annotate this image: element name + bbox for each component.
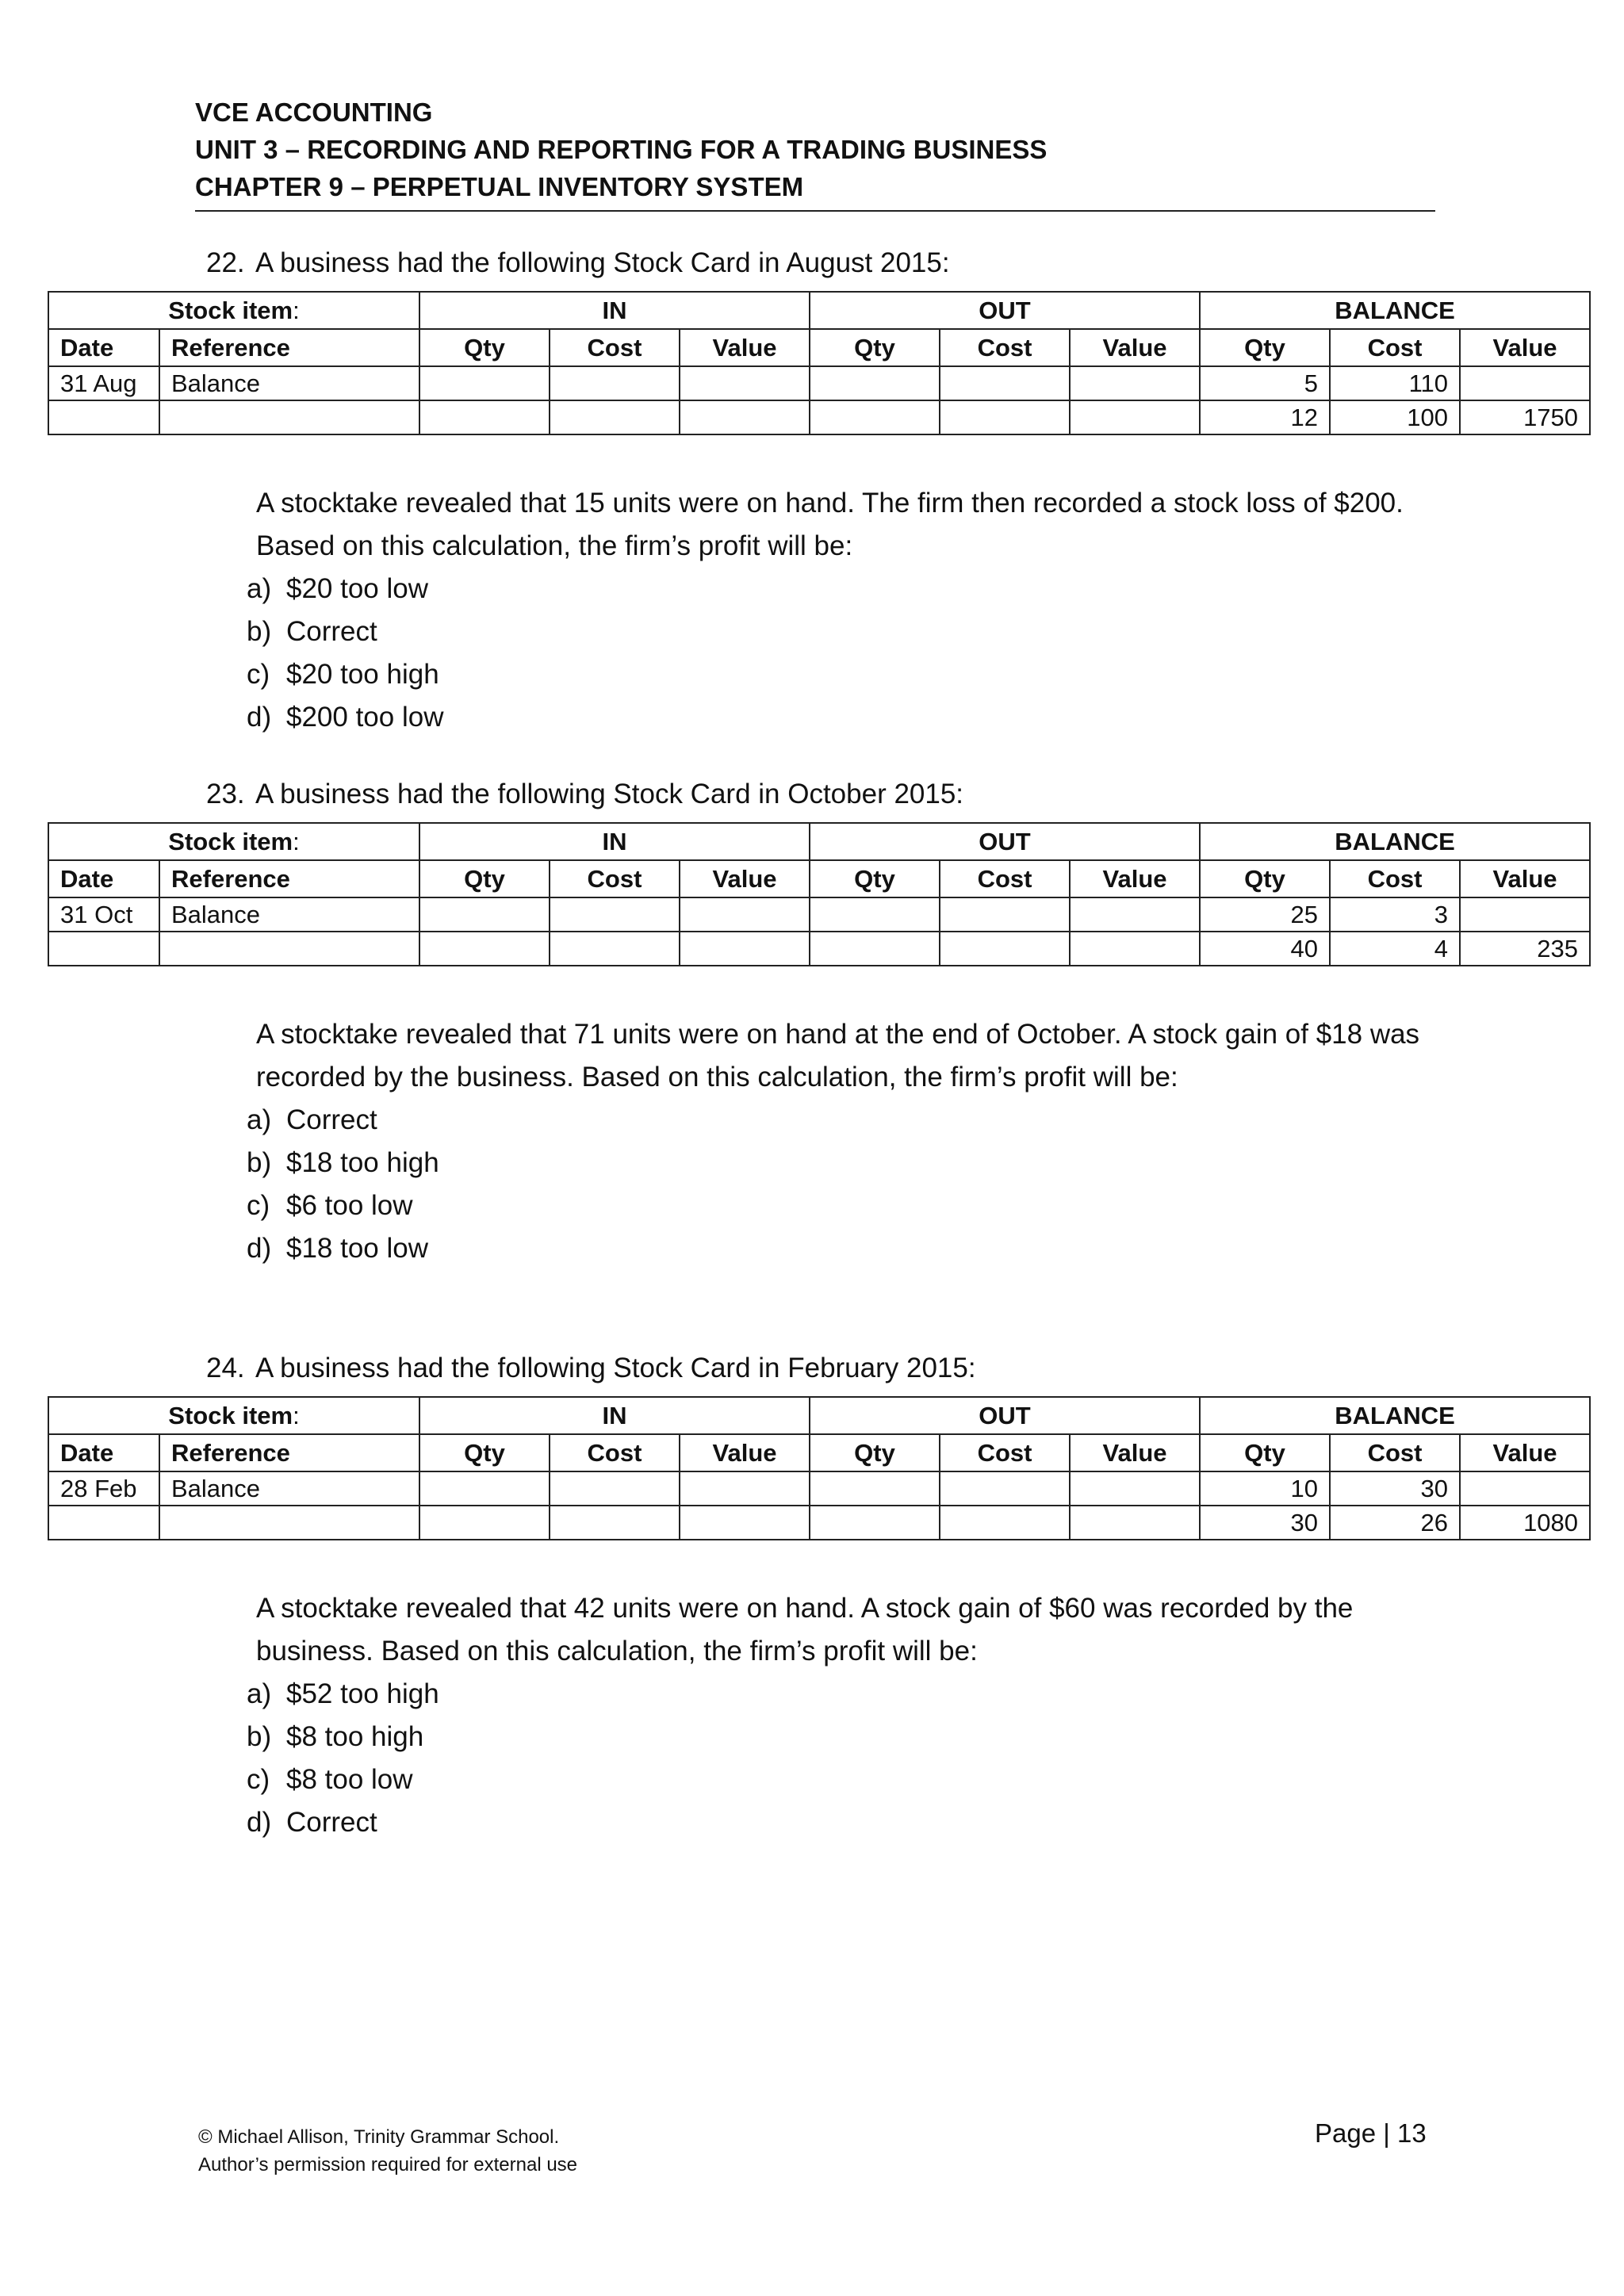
out-header: OUT [810,823,1200,860]
balance-qty-header: Qty [1200,329,1330,366]
balance-cost-header: Cost [1330,860,1460,897]
in-value-header: Value [680,329,810,366]
question-heading-text: A business had the following Stock Card in February 2015: [255,1353,976,1383]
out-cost-header: Cost [940,860,1070,897]
out-value-header: Value [1070,329,1200,366]
balance-value-cell: 1080 [1460,1506,1590,1540]
answer-option-a: a) Correct [247,1104,377,1135]
question-body [247,1013,1525,1270]
date-header: Date [48,329,159,366]
out-qty-header: Qty [810,329,940,366]
balance-value-cell [1460,366,1590,400]
balance-cost-header: Cost [1330,329,1460,366]
balance-qty-cell: 5 [1200,366,1330,400]
out-header: OUT [810,292,1200,329]
answer-option-b: b) $8 too high [247,1721,424,1752]
balance-cost-cell: 30 [1330,1471,1460,1506]
balance-qty-header: Qty [1200,1434,1330,1471]
reference-cell: Balance [159,897,419,932]
balance-cost-cell: 4 [1330,932,1460,966]
question-body [247,482,1525,739]
question-heading [206,247,950,279]
balance-header: BALANCE [1200,292,1590,329]
out-qty-header: Qty [810,1434,940,1471]
table-row [48,932,1590,966]
out-qty-header: Qty [810,860,940,897]
balance-value-header: Value [1460,329,1590,366]
stock-card-table [48,291,1591,435]
balance-cost-cell: 26 [1330,1506,1460,1540]
question-text-line: A stocktake revealed that 15 units were on hand. The firm then recorded a stock loss of $200. [256,488,1404,519]
table-row [48,1471,1590,1506]
in-header: IN [419,292,810,329]
in-qty-header: Qty [419,1434,550,1471]
date-header: Date [48,1434,159,1471]
question-heading-text: A business had the following Stock Card in August 2015: [255,247,950,278]
answer-option-a: a) $52 too high [247,1678,439,1709]
in-header: IN [419,823,810,860]
table-row [48,1506,1590,1540]
copyright-notice: © Michael Allison, Trinity Grammar School. [198,2126,560,2148]
table-row [48,400,1590,434]
question-text-line: recorded by the business. Based on this calculation, the firm’s profit will be: [256,1062,1178,1093]
header-chapter: CHAPTER 9 – PERPETUAL INVENTORY SYSTEM [195,172,804,201]
question-text-line: Based on this calculation, the firm’s profit will be: [256,530,853,561]
header-unit: UNIT 3 – RECORDING AND REPORTING FOR A TRADING BUSINESS [195,135,1048,164]
question-heading-text: A business had the following Stock Card in October 2015: [255,779,964,809]
balance-cost-header: Cost [1330,1434,1460,1471]
page-header [195,94,1434,205]
question-number: 23. [206,779,245,809]
date-cell: 31 Oct [48,897,159,932]
reference-header: Reference [159,329,419,366]
answer-option-c: c) $6 too low [247,1190,413,1221]
answer-options [247,1673,1525,1844]
balance-value-header: Value [1460,860,1590,897]
balance-qty-cell: 10 [1200,1471,1330,1506]
balance-value-cell [1460,1471,1590,1506]
out-value-header: Value [1070,1434,1200,1471]
reference-header: Reference [159,1434,419,1471]
balance-cost-cell: 110 [1330,366,1460,400]
table-row [48,366,1590,400]
out-cost-header: Cost [940,1434,1070,1471]
reference-cell: Balance [159,366,419,400]
stock-card-table [48,822,1591,966]
answer-option-d: d) $18 too low [247,1233,429,1264]
permission-notice: Author’s permission required for external use [198,2154,578,2175]
question-text-line: A stocktake revealed that 42 units were on hand. A stock gain of $60 was recorded by the [256,1593,1354,1624]
question-text-line: A stocktake revealed that 71 units were on hand at the end of October. A stock gain of $18 was [256,1019,1420,1050]
balance-qty-header: Qty [1200,860,1330,897]
question-body [247,1587,1525,1844]
answer-option-d: d) $200 too low [247,702,444,733]
answer-option-d: d) Correct [247,1807,377,1838]
date-header: Date [48,860,159,897]
balance-value-cell: 1750 [1460,400,1590,434]
out-cost-header: Cost [940,329,1070,366]
stock-item-label: Stock item: [48,1397,419,1434]
question-text-line: business. Based on this calculation, the firm’s profit will be: [256,1636,978,1667]
balance-qty-cell: 40 [1200,932,1330,966]
table-row [48,897,1590,932]
balance-qty-cell: 30 [1200,1506,1330,1540]
question-number: 22. [206,247,245,278]
out-value-header: Value [1070,860,1200,897]
answer-option-c: c) $20 too high [247,659,439,690]
answer-option-a: a) $20 too low [247,573,429,604]
balance-qty-cell: 12 [1200,400,1330,434]
balance-header: BALANCE [1200,1397,1590,1434]
stock-item-label: Stock item: [48,823,419,860]
balance-cost-cell: 3 [1330,897,1460,932]
reference-header: Reference [159,860,419,897]
date-cell: 28 Feb [48,1471,159,1506]
answer-option-b: b) $18 too high [247,1147,439,1178]
question-heading [206,1353,976,1384]
stock-card-table [48,1396,1591,1540]
in-qty-header: Qty [419,860,550,897]
answer-options [247,1099,1525,1270]
balance-value-cell [1460,897,1590,932]
stock-item-label: Stock item: [48,292,419,329]
in-cost-header: Cost [550,860,680,897]
in-header: IN [419,1397,810,1434]
header-subject: VCE ACCOUNTING [195,98,433,127]
question-number: 24. [206,1353,245,1383]
in-value-header: Value [680,1434,810,1471]
in-cost-header: Cost [550,329,680,366]
balance-value-header: Value [1460,1434,1590,1471]
question-heading [206,779,963,810]
out-header: OUT [810,1397,1200,1434]
date-cell: 31 Aug [48,366,159,400]
header-divider [195,210,1435,212]
answer-option-c: c) $8 too low [247,1764,413,1795]
in-value-header: Value [680,860,810,897]
reference-cell: Balance [159,1471,419,1506]
balance-value-cell: 235 [1460,932,1590,966]
page-number: Page | 13 [1315,2118,1427,2148]
balance-header: BALANCE [1200,823,1590,860]
balance-cost-cell: 100 [1330,400,1460,434]
answer-options [247,568,1525,739]
balance-qty-cell: 25 [1200,897,1330,932]
in-cost-header: Cost [550,1434,680,1471]
page-footer [198,2123,577,2179]
answer-option-b: b) Correct [247,616,377,647]
in-qty-header: Qty [419,329,550,366]
